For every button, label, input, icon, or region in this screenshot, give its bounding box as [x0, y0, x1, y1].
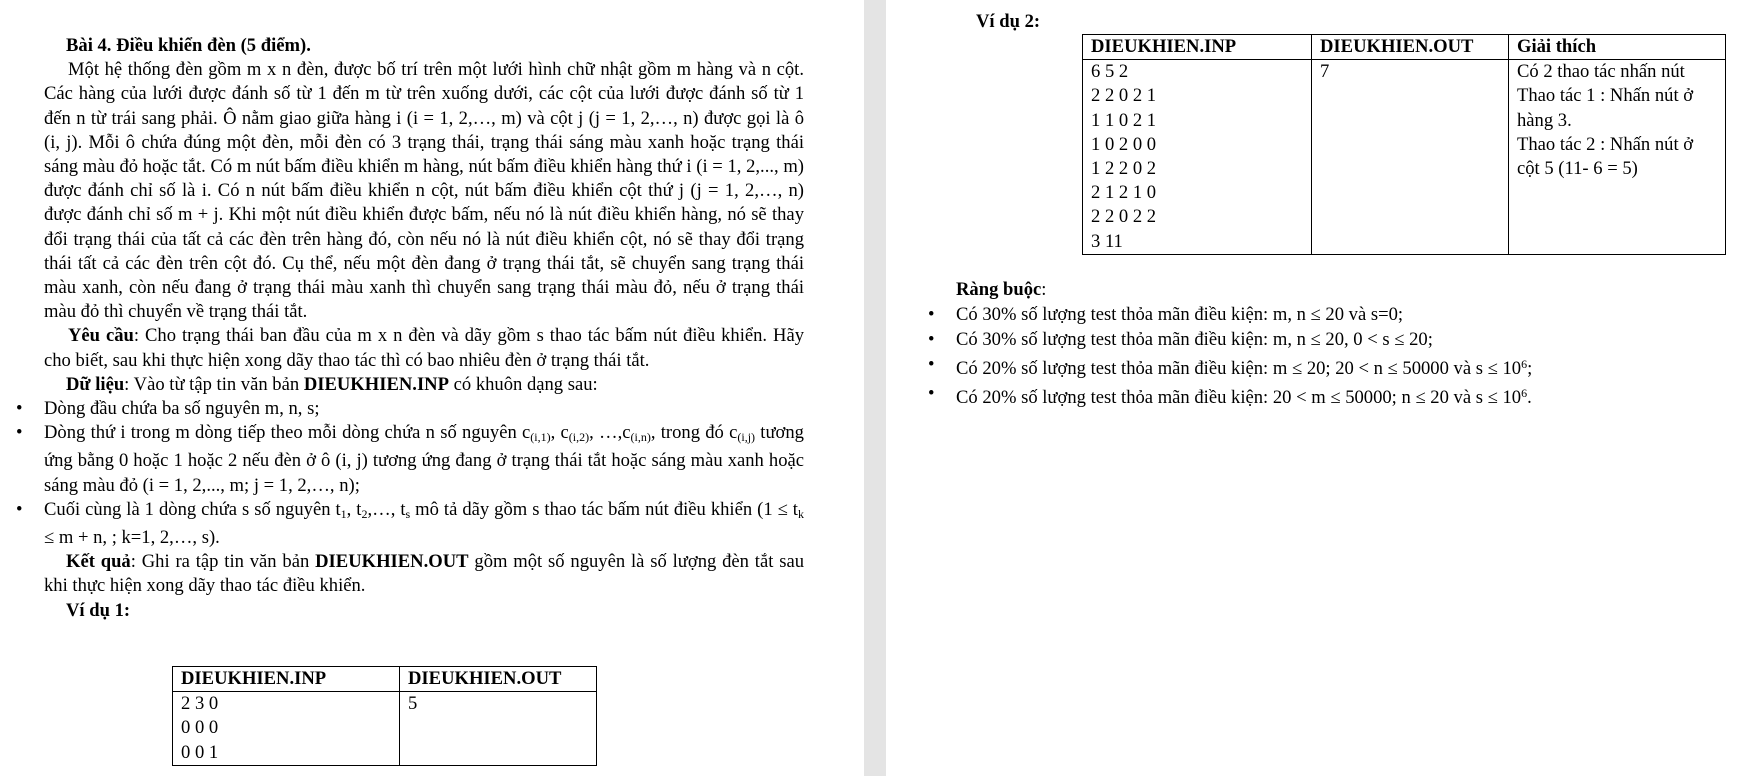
ex2-header-inp: DIEUKHIEN.INP	[1083, 35, 1312, 60]
ex1-header-out: DIEUKHIEN.OUT	[400, 667, 597, 692]
ex2-header-explain: Giải thích	[1509, 35, 1726, 60]
example-1-label: Ví dụ 1:	[66, 599, 131, 621]
input-bullet-1: • Dòng đầu chứa ba số nguyên m, n, s;	[44, 397, 804, 421]
constraints-title: Ràng buộc:	[956, 279, 1047, 300]
ex2-explanation-cell: Có 2 thao tác nhấn nút Thao tác 1 : Nhấn nút ở hàng 3. Thao tác 2 : Nhấn nút ở cột 5 (11- 6 = 5)	[1509, 60, 1726, 255]
constraint-1: • Có 30% số lượng test thỏa mãn điều kiện: m, n ≤ 20 và s=0;	[956, 302, 1532, 327]
input-bullet-3: • Cuối cùng là 1 dòng chứa s số nguyên $t_1$, $t_2,\dots$, $t_s$ mô tả dãy gồm s thao tác bấm nút điều khiển ($1 \le t_k \le m + n$, ; k=1, 2,…, s).	[44, 498, 804, 550]
input-bullet-2: • Dòng thứ i trong m dòng tiếp theo mỗi dòng chứa n số nguyên $c_{(i,1)}$, $c_{(i,2)}$, $\dots,c_{(i,n)}$, trong đó $c_{(i,j)}$ tương ứng bằng 0 hoặc 1 hoặc 2 nếu đèn ở ô (i, j) tương ứng đang ở trạng thái tắt hoặc sáng màu xanh hoặc sáng màu đỏ (i = 1, 2,..., m; j = 1, 2,…, n);	[44, 421, 804, 498]
ex2-input-cell: 6 5 2 2 2 0 2 1 1 1 0 2 1 1 0 2 0 0 1 2 2 0 2 2 1 2 1 0 2 2 0 2 2 3 11	[1083, 60, 1312, 255]
ex1-output-cell: 5	[400, 692, 597, 766]
ex2-header-out: DIEUKHIEN.OUT	[1312, 35, 1509, 60]
requirement-paragraph: Yêu cầu: Cho trạng thái ban đầu của m x n đèn và dãy gồm s thao tác bấm nút điều khiển. Hãy cho biết, sau khi thực hiện xong dãy thao tác thì có bao nhiêu đèn ở trạng thái tắt.	[44, 325, 805, 371]
problem-statement	[44, 34, 804, 623]
ex1-header-inp: DIEUKHIEN.INP	[173, 667, 400, 692]
constraints-list	[956, 302, 1532, 410]
input-paragraph: Dữ liệu: Vào từ tập tin văn bản DIEUKHIEN.INP có khuôn dạng sau:	[66, 373, 598, 395]
constraint-4: • Có 20% số lượng test thỏa mãn điều kiện: 20 < m ≤ 50000; n ≤ 20 và $s \le 10^6$.	[956, 381, 1532, 410]
example-2-table	[1082, 34, 1726, 255]
ex2-output-cell: 7	[1312, 60, 1509, 255]
intro-paragraph: Một hệ thống đèn gồm m x n đèn, được bố trí trên một lưới hình chữ nhật gồm m hàng và n cột. Các hàng của lưới được đánh số từ 1 đến m từ trên xuống dưới, các cột của lưới được đánh số từ 1 đến n từ trái sang phải. Ô nằm giao giữa hàng i (i = 1, 2,…, m) và cột j (j = 1, 2,…, n) được gọi là ô (i, j). Mỗi ô chứa đúng một đèn, mỗi đèn có 3 trạng thái, trạng thái sáng màu xanh hoặc trạng thái sáng màu đỏ hoặc tắt. Có m nút bấm điều khiển m hàng, nút bấm điều khiển hàng thứ i (i = 1, 2,..., m) được đánh chỉ số là i. Có n nút bấm điều khiển n cột, nút bấm điều khiển cột thứ j (j = 1, 2,…, n) được đánh chỉ số m + j. Khi một nút điều khiển được bấm, nếu nó là nút điều khiển hàng, nó sẽ thay đổi trạng thái của tất cả các đèn trên hàng đó, còn nếu nó là nút điều khiển cột, nó sẽ thay đổi trạng thái tất cả các đèn trên cột đó. Cụ thể, nếu một đèn đang ở trạng thái tắt, sẽ chuyển sang trạng thái màu xanh, còn nếu đang ở trạng thái màu xanh thì chuyển sang trạng thái màu đỏ, nếu ở trạng thái màu đỏ thì chuyển về trạng thái tắt.	[44, 59, 804, 323]
requirement-label: Yêu cầu	[68, 325, 134, 347]
problem-title: Bài 4. Điều khiển đèn (5 điểm).	[66, 35, 311, 56]
example-2-label: Ví dụ 2:	[976, 11, 1041, 32]
right-page	[886, 0, 1752, 776]
output-paragraph: Kết quả: Ghi ra tập tin văn bản DIEUKHIEN.OUT gồm một số nguyên là số lượng đèn tắt sau khi thực hiện xong dãy thao tác điều khiển.	[44, 551, 805, 597]
ex1-input-cell: 2 3 0 0 0 0 0 0 1	[173, 692, 400, 766]
constraint-3: • Có 20% số lượng test thỏa mãn điều kiện: m ≤ 20; 20 < n ≤ 50000 và $s \le 10^6$;	[956, 352, 1532, 381]
input-format-list	[44, 397, 804, 550]
example-1-table	[172, 666, 597, 766]
page-gutter	[864, 0, 886, 776]
left-page	[0, 0, 864, 776]
constraint-2: • Có 30% số lượng test thỏa mãn điều kiện: m, n ≤ 20, 0 < s ≤ 20;	[956, 327, 1532, 352]
